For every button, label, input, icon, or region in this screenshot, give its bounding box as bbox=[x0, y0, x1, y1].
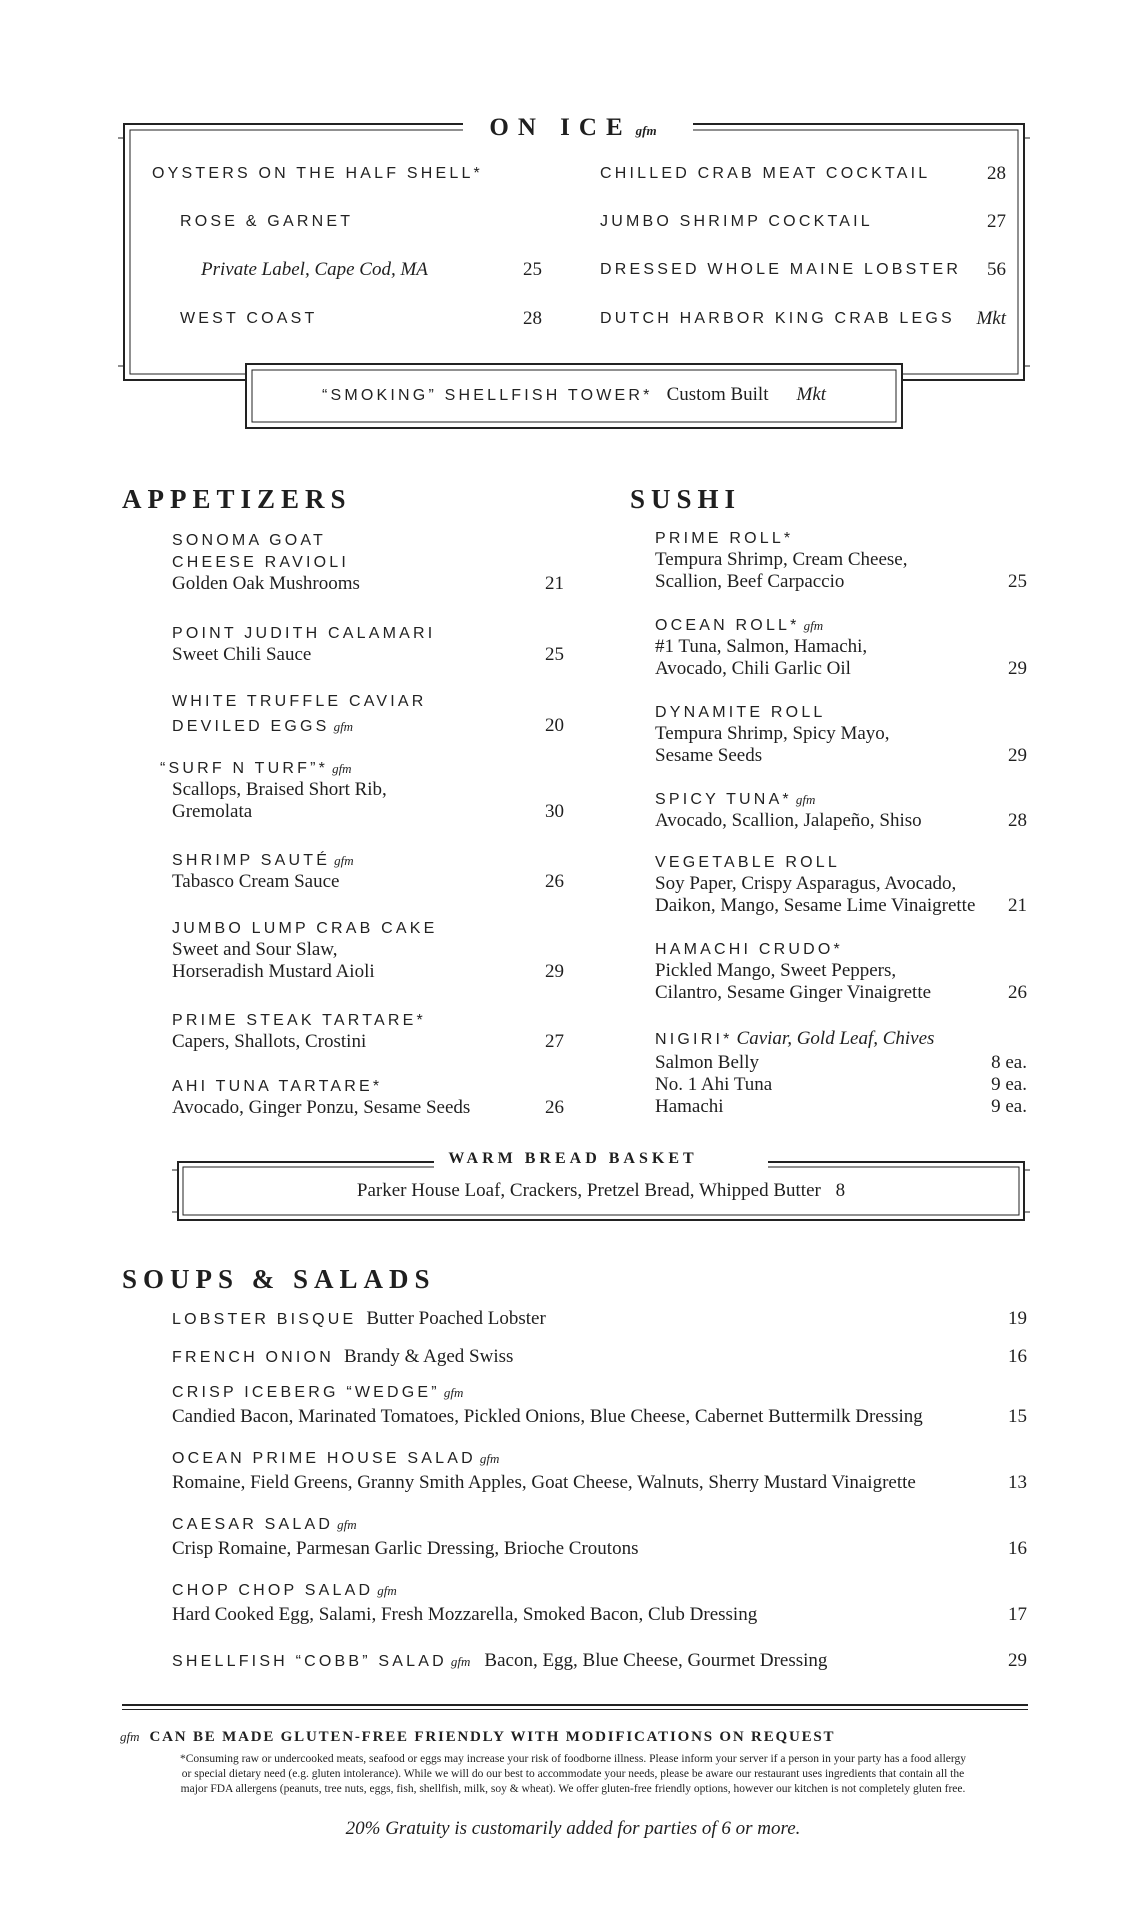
gfm-mark: gfm bbox=[120, 1729, 140, 1744]
item-name: NIGIRI* bbox=[655, 1031, 733, 1048]
item-name: SHELLFISH “COBB” SALAD bbox=[172, 1653, 447, 1670]
nigiri-section bbox=[655, 1028, 1027, 1118]
gfm-mark: gfm bbox=[332, 761, 352, 776]
item-price: 15 bbox=[1008, 1406, 1027, 1427]
item-price: 30 bbox=[545, 801, 564, 822]
item-name: OCEAN ROLL* bbox=[655, 617, 800, 634]
item-price: 27 bbox=[545, 1031, 564, 1052]
shrimp-cocktail-price: 27 bbox=[987, 211, 1006, 232]
item-desc: Tempura Shrimp, Spicy Mayo, bbox=[655, 723, 890, 744]
sushi-heading: SUSHI bbox=[630, 484, 742, 514]
item-name: DYNAMITE ROLL bbox=[655, 704, 826, 721]
item-name: AHI TUNA TARTARE* bbox=[172, 1078, 383, 1095]
item-price: 19 bbox=[1008, 1308, 1027, 1329]
item-name: DEVILED EGGS gfm bbox=[172, 718, 354, 735]
item-desc: Caviar, Gold Leaf, Chives bbox=[736, 1028, 935, 1049]
private-label-item: Private Label, Cape Cod, MA bbox=[201, 259, 428, 280]
menu-item bbox=[172, 920, 564, 983]
item-desc: Golden Oak Mushrooms bbox=[172, 573, 360, 594]
item-price: 26 bbox=[545, 871, 564, 892]
item-desc: Soy Paper, Crispy Asparagus, Avocado, bbox=[655, 873, 957, 894]
item-price: 21 bbox=[545, 573, 564, 594]
bread-desc: Parker House Loaf, Crackers, Pretzel Bread, Whipped Butter bbox=[356, 1180, 821, 1201]
menu-item bbox=[655, 530, 1027, 593]
item-desc: Crisp Romaine, Parmesan Garlic Dressing, Brioche Croutons bbox=[172, 1538, 639, 1559]
item-price: 20 bbox=[545, 715, 564, 736]
item-name: SHRIMP SAUTÉ bbox=[172, 852, 331, 869]
bread-price: 8 bbox=[835, 1180, 846, 1201]
item-price: 29 bbox=[1008, 745, 1027, 766]
item-price: 21 bbox=[1008, 895, 1027, 916]
menu-item bbox=[172, 693, 564, 737]
item-name: SPICY TUNA* bbox=[655, 791, 792, 808]
menu-item bbox=[172, 852, 564, 893]
item-name: PRIME STEAK TARTARE* bbox=[172, 1012, 426, 1029]
item-desc: Sesame Seeds bbox=[655, 745, 763, 766]
lobster-price: 56 bbox=[987, 259, 1006, 280]
item-name: LOBSTER BISQUE bbox=[172, 1311, 357, 1328]
gfm-mark: gfm bbox=[450, 1654, 471, 1669]
menu-item bbox=[172, 1516, 1027, 1560]
item-name: SONOMA GOAT bbox=[172, 532, 327, 549]
disclaimer-line: or special dietary need (e.g. gluten intolerance). While we will do our best to accommodate your needs, please be aware our restaurant uses ingredients that contain all the bbox=[181, 1768, 965, 1780]
tower-price: Mkt bbox=[796, 384, 827, 405]
gfm-mark: gfm bbox=[635, 123, 657, 138]
item-price: 29 bbox=[1008, 658, 1027, 679]
private-label-price: 25 bbox=[523, 259, 542, 280]
menu-item bbox=[172, 1384, 1027, 1428]
menu-item bbox=[655, 791, 1027, 832]
gfm-mark: gfm bbox=[803, 618, 824, 633]
item-name: CHOP CHOP SALAD bbox=[172, 1582, 374, 1599]
gfm-mark: gfm bbox=[479, 1451, 500, 1466]
item-desc: Gremolata bbox=[172, 801, 253, 822]
bread-title: WARM BREAD BASKET bbox=[448, 1150, 698, 1167]
item-desc: Sweet and Sour Slaw, bbox=[172, 939, 338, 960]
menu-item bbox=[655, 854, 1027, 917]
menu-item bbox=[172, 1078, 564, 1119]
item-price: 25 bbox=[1008, 571, 1027, 592]
item-price: 8 ea. bbox=[991, 1052, 1027, 1073]
item-desc: Scallops, Braised Short Rib, bbox=[172, 779, 387, 800]
item-price: 17 bbox=[1008, 1604, 1027, 1625]
menu-item bbox=[655, 704, 1027, 767]
item-desc: Hard Cooked Egg, Salami, Fresh Mozzarella, Smoked Bacon, Club Dressing bbox=[172, 1604, 758, 1625]
item-desc: Brandy & Aged Swiss bbox=[343, 1346, 514, 1367]
crab-cocktail-price: 28 bbox=[987, 163, 1006, 184]
nigiri-item: Salmon Belly bbox=[655, 1052, 759, 1073]
menu-item bbox=[655, 941, 1027, 1004]
gfm-mark: gfm bbox=[337, 1517, 357, 1532]
item-price: 9 ea. bbox=[991, 1096, 1027, 1117]
item-name: VEGETABLE ROLL bbox=[655, 854, 841, 871]
item-name: CRISP ICEBERG “WEDGE” bbox=[172, 1384, 440, 1401]
tower-name: “SMOKING” SHELLFISH TOWER* bbox=[321, 387, 653, 404]
bread-item bbox=[172, 1180, 1030, 1202]
disclaimer-line: major FDA allergens (peanuts, tree nuts, eggs, fish, shellfish, milk, soy & wheat). We offer gluten-free friendly options, however our kitchen is not completely gluten free. bbox=[180, 1783, 966, 1795]
menu-item bbox=[172, 1346, 1027, 1368]
menu-item bbox=[655, 617, 1027, 680]
item-desc: Sweet Chili Sauce bbox=[172, 644, 312, 665]
footer-divider bbox=[122, 1709, 1028, 1710]
item-desc: Bacon, Egg, Blue Cheese, Gourmet Dressing bbox=[484, 1650, 828, 1671]
item-desc: Pickled Mango, Sweet Peppers, bbox=[655, 960, 897, 981]
menu-item bbox=[172, 1450, 1027, 1494]
item-desc: Horseradish Mustard Aioli bbox=[172, 961, 375, 982]
item-price: 13 bbox=[1008, 1472, 1027, 1493]
item-desc: Tabasco Cream Sauce bbox=[172, 871, 340, 892]
item-desc: Butter Poached Lobster bbox=[366, 1308, 546, 1329]
rose-garnet-heading: ROSE & GARNET bbox=[180, 213, 354, 230]
gfm-mark: gfm bbox=[333, 719, 354, 734]
item-name: WHITE TRUFFLE CAVIAR bbox=[172, 693, 427, 710]
item-name: FRENCH ONION bbox=[172, 1349, 334, 1366]
nigiri-item: Hamachi bbox=[655, 1096, 724, 1117]
king-crab-price: Mkt bbox=[976, 308, 1006, 329]
gratuity-note: 20% Gratuity is customarily added for parties of 6 or more. bbox=[345, 1818, 801, 1839]
menu-item bbox=[172, 1650, 1027, 1672]
footer-divider bbox=[122, 1704, 1028, 1706]
item-price: 26 bbox=[1008, 982, 1027, 1003]
item-price: 25 bbox=[545, 644, 564, 665]
gf-note bbox=[120, 1728, 835, 1746]
item-price: 16 bbox=[1008, 1346, 1027, 1367]
item-desc: Avocado, Chili Garlic Oil bbox=[655, 658, 851, 679]
tower-desc: Custom Built bbox=[666, 384, 769, 405]
item-desc: Daikon, Mango, Sesame Lime Vinaigrette bbox=[655, 895, 976, 916]
gf-note-text: CAN BE MADE GLUTEN-FREE FRIENDLY WITH MODIFICATIONS ON REQUEST bbox=[149, 1729, 836, 1745]
disclaimer-line: *Consuming raw or undercooked meats, seafood or eggs may increase your risk of foodborne illness. Please inform your server if a person in your party has a food allergy bbox=[179, 1753, 967, 1765]
item-desc: Scallion, Beef Carpaccio bbox=[655, 571, 845, 592]
shellfish-tower bbox=[246, 384, 902, 406]
menu-item bbox=[172, 1012, 564, 1053]
item-name: CAESAR SALAD bbox=[172, 1516, 334, 1533]
item-name: PRIME ROLL* bbox=[655, 530, 794, 547]
item-desc: #1 Tuna, Salmon, Hamachi, bbox=[655, 636, 868, 657]
gfm-mark: gfm bbox=[795, 792, 816, 807]
item-price: 26 bbox=[545, 1097, 564, 1118]
item-desc: Capers, Shallots, Crostini bbox=[172, 1031, 367, 1052]
item-name: CHEESE RAVIOLI bbox=[172, 554, 349, 571]
item-price: 29 bbox=[1008, 1650, 1027, 1671]
item-name: JUMBO LUMP CRAB CAKE bbox=[172, 920, 438, 937]
item-desc: Romaine, Field Greens, Granny Smith Apples, Goat Cheese, Walnuts, Sherry Mustard Vinaigrette bbox=[172, 1472, 916, 1493]
item-name: OCEAN PRIME HOUSE SALAD bbox=[172, 1450, 476, 1467]
menu-item bbox=[172, 1308, 1027, 1330]
shrimp-cocktail-item: JUMBO SHRIMP COCKTAIL bbox=[600, 213, 873, 230]
item-desc: Avocado, Scallion, Jalapeño, Shiso bbox=[655, 810, 922, 831]
gfm-mark: gfm bbox=[334, 853, 354, 868]
lobster-item: DRESSED WHOLE MAINE LOBSTER bbox=[600, 261, 962, 278]
item-name: “SURF N TURF”* bbox=[160, 760, 329, 777]
item-name: POINT JUDITH CALAMARI bbox=[172, 625, 436, 642]
item-price: 9 ea. bbox=[991, 1074, 1027, 1095]
disclaimer bbox=[100, 1752, 1046, 1797]
crab-cocktail-item: CHILLED CRAB MEAT COCKTAIL bbox=[600, 165, 931, 182]
nigiri-item: No. 1 Ahi Tuna bbox=[655, 1074, 773, 1095]
item-desc: Avocado, Ginger Ponzu, Sesame Seeds bbox=[172, 1097, 471, 1118]
appetizers-heading: APPETIZERS bbox=[122, 484, 352, 514]
gfm-mark: gfm bbox=[443, 1385, 464, 1400]
item-desc: Tempura Shrimp, Cream Cheese, bbox=[655, 549, 908, 570]
item-name: HAMACHI CRUDO* bbox=[655, 941, 843, 958]
item-price: 28 bbox=[1008, 810, 1027, 831]
item-price: 16 bbox=[1008, 1538, 1027, 1559]
menu-item bbox=[172, 625, 564, 666]
oysters-heading: OYSTERS ON THE HALF SHELL* bbox=[152, 165, 483, 182]
gfm-mark: gfm bbox=[377, 1583, 397, 1598]
west-coast-item: WEST COAST bbox=[180, 310, 318, 327]
item-desc: Cilantro, Sesame Ginger Vinaigrette bbox=[655, 982, 932, 1003]
soups-heading: SOUPS & SALADS bbox=[122, 1264, 436, 1294]
item-price: 29 bbox=[545, 961, 564, 982]
king-crab-item: DUTCH HARBOR KING CRAB LEGS bbox=[600, 310, 955, 327]
menu-item bbox=[172, 1582, 1027, 1626]
menu-item bbox=[172, 532, 564, 595]
item-desc: Candied Bacon, Marinated Tomatoes, Pickled Onions, Blue Cheese, Cabernet Buttermilk Dressing bbox=[172, 1406, 923, 1427]
on-ice-title: ON ICE gfm bbox=[489, 114, 657, 141]
west-coast-price: 28 bbox=[523, 308, 542, 329]
menu-item bbox=[160, 760, 564, 823]
